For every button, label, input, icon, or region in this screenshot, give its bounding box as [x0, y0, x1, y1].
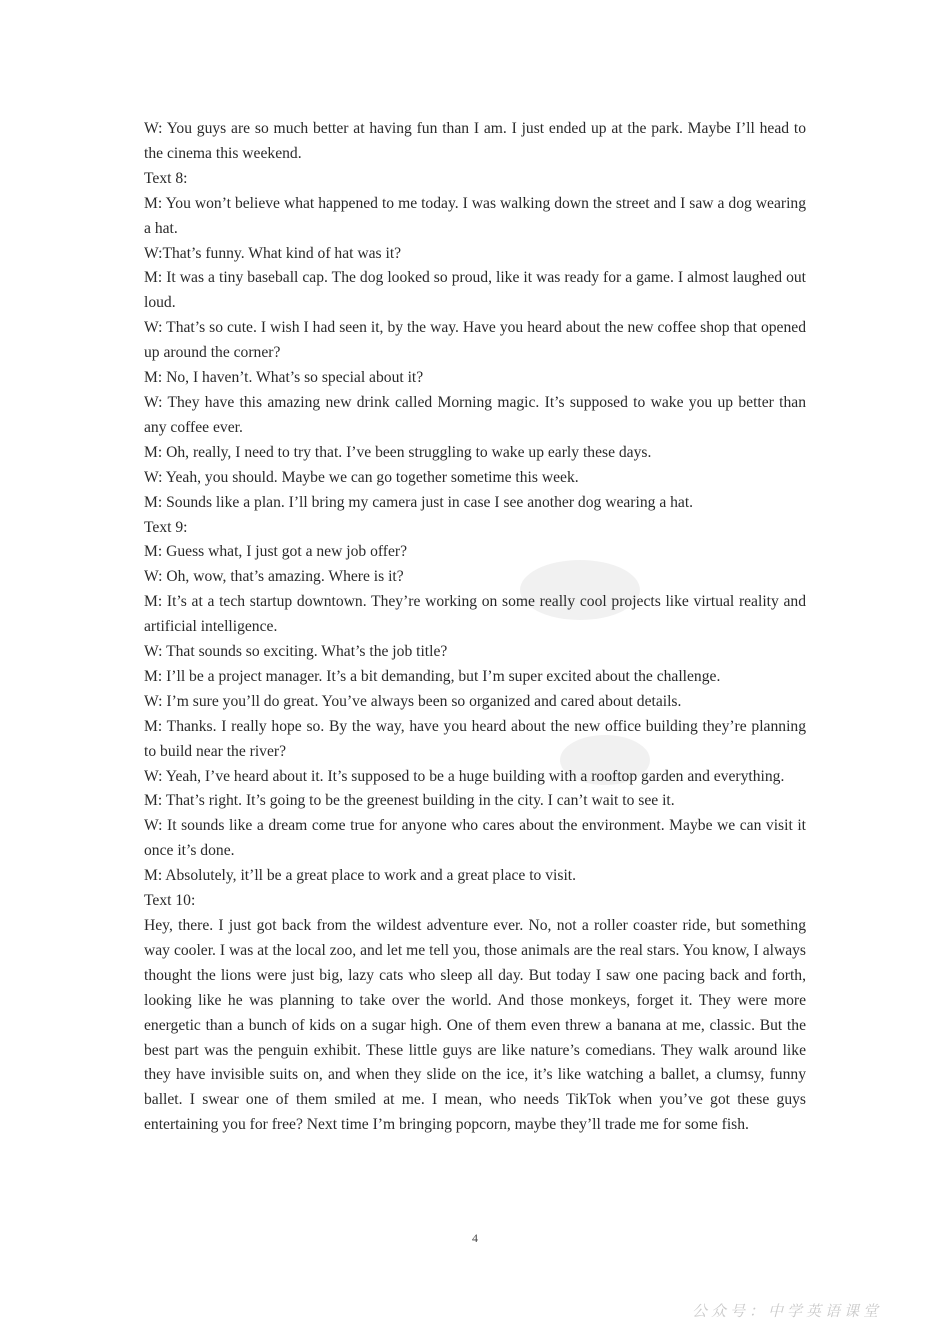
text-paragraph: W: I’m sure you’ll do great. You’ve always been so organized and cared about details.: [144, 692, 682, 710]
watermark-text: 公众号：中学英语课堂: [691, 1302, 882, 1320]
section-heading: Text 9:: [144, 518, 188, 536]
text-paragraph: M: Thanks. I really hope so. By the way, have you heard about the new office building they’re planning to build near the river?: [144, 717, 806, 760]
section-heading: Text 10:: [144, 892, 196, 910]
text-paragraph: W: That sounds so exciting. What’s the job title?: [144, 643, 448, 661]
text-paragraph: W: That’s so cute. I wish I had seen it, by the way. Have you heard about the new coffee shop that opened up around the corner?: [144, 319, 806, 362]
text-paragraph: M: That’s right. It’s going to be the greenest building in the city. I can’t wait to see it.: [144, 792, 675, 810]
text-paragraph: M: I’ll be a project manager. It’s a bit demanding, but I’m super excited about the challenge.: [144, 667, 721, 685]
text-paragraph: W: Yeah, I’ve heard about it. It’s supposed to be a huge building with a rooftop garden and everything.: [144, 767, 785, 785]
text-paragraph: M: No, I haven’t. What’s so special about it?: [144, 369, 424, 387]
text-paragraph: W:That’s funny. What kind of hat was it?: [144, 244, 402, 262]
text-paragraph: M: Sounds like a plan. I’ll bring my camera just in case I see another dog wearing a hat.: [144, 493, 694, 511]
text-paragraph: Hey, there. I just got back from the wildest adventure ever. No, not a roller coaster ride, but something way cooler. I was at the local zoo, and let me tell you, those animals are the real stars. You know, I always thought the lions were just big, lazy cats who sleep all day. But today I saw one pacing back and forth, looking like he was planning to take over the world. And those monkeys, forget it. They were more energetic than a bunch of kids on a sugar high. One of them even threw a banana at me, classic. But the best part was the penguin exhibit. These little guys are like nature’s comedians. They walk around like they have invisible suits on, and when they slide on the ice, it’s like watching a ballet, a clumsy, funny ballet. I swear one of them smiled at me. I mean, who needs TikTok when you’ve got these guys entertaining you for free? Next time I’m bringing popcorn, maybe they’ll trade me for some fish.: [144, 917, 806, 1134]
text-paragraph: M: You won’t believe what happened to me today. I was walking down the street and I saw a dog wearing a hat.: [144, 194, 806, 237]
text-paragraph: W: Oh, wow, that’s amazing. Where is it?: [144, 568, 404, 586]
text-paragraph: M: Oh, really, I need to try that. I’ve been struggling to wake up early these days.: [144, 443, 652, 461]
text-paragraph: W: It sounds like a dream come true for anyone who cares about the environment. Maybe we can visit it once it’s done.: [144, 817, 806, 860]
text-paragraph: M: It was a tiny baseball cap. The dog looked so proud, like it was ready for a game. I almost laughed out loud.: [144, 269, 806, 312]
page-number: 4: [472, 1231, 478, 1245]
document-body: [144, 117, 806, 1138]
text-paragraph: M: Absolutely, it’ll be a great place to work and a great place to visit.: [144, 867, 577, 885]
text-paragraph: M: It’s at a tech startup downtown. They’re working on some really cool projects like virtual reality and artificial intelligence.: [144, 593, 806, 636]
text-paragraph: M: Guess what, I just got a new job offer?: [144, 543, 408, 561]
text-paragraph: W: They have this amazing new drink called Morning magic. It’s supposed to wake you up better than any coffee ever.: [144, 393, 806, 436]
section-heading: Text 8:: [144, 169, 188, 187]
text-paragraph: W: You guys are so much better at having fun than I am. I just ended up at the park. Maybe I’ll head to the cinema this weekend.: [144, 120, 806, 162]
text-paragraph: W: Yeah, you should. Maybe we can go together sometime this week.: [144, 468, 579, 486]
